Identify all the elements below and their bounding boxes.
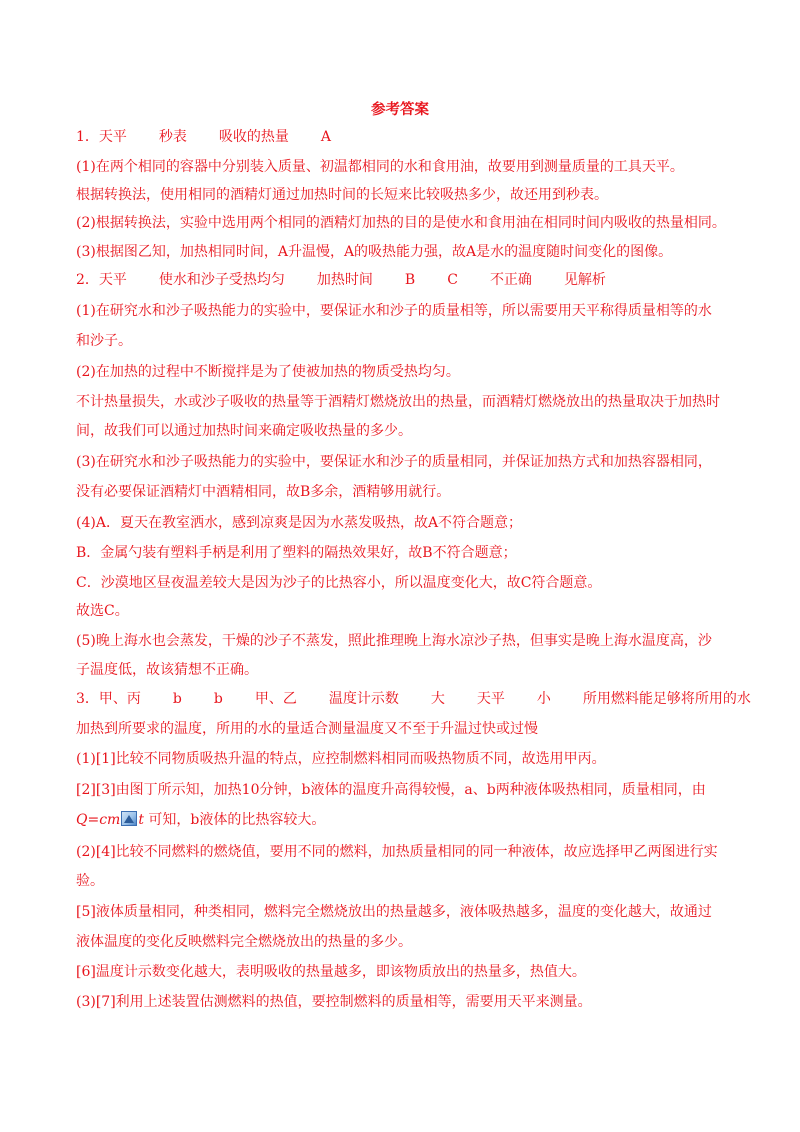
q3-answer-7: 天平 [476, 691, 505, 707]
q3-answer-1: 3．甲、丙 [76, 691, 141, 707]
q3-explanation-3: (2)[4]比较不同燃料的燃烧值，要用不同的燃料，加热质量相同的同一种液体，故应选择甲乙两图进行实 [76, 844, 718, 860]
q2-explanation-13: 子温度低，故该猜想不正确。 [76, 662, 258, 678]
formula-rest: 可知，b液体的比热容较大。 [143, 812, 326, 828]
q3-answer-5: 温度计示数 [328, 691, 399, 707]
q1-explanation-1: (1)在两个相同的容器中分别装入质量、初温都相同的水和食用油，故要用到测量质量的工具天平。 [76, 159, 684, 175]
q3-formula-line [76, 811, 726, 829]
q3-answer-2: b [172, 691, 182, 707]
q1-answer-4: A [320, 129, 332, 145]
q2-explanation-2: 和沙子。 [76, 333, 132, 349]
q2-explanation-9: B．金属勺装有塑料手柄是利用了塑料的隔热效果好，故B不符合题意； [76, 545, 517, 561]
q1-explanation-3: (2)根据转换法，实验中选用两个相同的酒精灯加热的目的是使水和食用油在相同时间内吸收的热量相同。 [76, 215, 726, 231]
formula-q: Q [76, 812, 88, 828]
q3-explanation-5: [5]液体质量相同，种类相同，燃料完全燃烧放出的热量越多，液体吸热越多，温度的变化越大，故通过 [76, 904, 712, 920]
q2-explanation-8: (4)A．夏天在教室洒水，感到凉爽是因为水蒸发吸热，故A不符合题意； [76, 515, 523, 531]
q3-explanation-2: [2][3]由图丁所示知，加热10分钟，b液体的温度升高得较慢，a、b两种液体吸热相同，质量相同，由 [76, 782, 706, 798]
q2-answer-7: 见解析 [563, 272, 606, 288]
q3-explanation-7: [6]温度计示数变化越大，表明吸收的热量越多，即该物质放出的热量多，热值大。 [76, 964, 586, 980]
q3-explanation-8: (3)[7]利用上述装置估测燃料的热值，要控制燃料的质量相等，需要用天平来测量。 [76, 994, 592, 1010]
q1-answer-1: 1．天平 [76, 129, 127, 145]
q2-answer-line [76, 271, 726, 289]
q2-answer-3: 加热时间 [316, 272, 373, 288]
q2-explanation-12: (5)晚上海水也会蒸发，干燥的沙子不蒸发，照此推理晚上海水凉沙子热，但事实是晚上海水温度高，沙 [76, 633, 712, 649]
q3-answer-9: 所用燃料能足够将所用的水 [582, 691, 751, 707]
q2-explanation-10: C．沙漠地区昼夜温差较大是因为沙子的比热容小，所以温度变化大，故C符合题意。 [76, 575, 602, 591]
q2-explanation-1: (1)在研究水和沙子吸热能力的实验中，要保证水和沙子的质量相等，所以需要用天平称得质量相等的水 [76, 303, 712, 319]
delta-image-icon [121, 811, 137, 826]
q2-answer-2: 使水和沙子受热均匀 [158, 272, 285, 288]
formula-t: t [138, 812, 144, 828]
q3-explanation-4: 验。 [76, 873, 104, 889]
q2-explanation-11: 故选C。 [76, 603, 129, 619]
q2-answer-5: C [447, 272, 458, 288]
q3-answer-6: 大 [430, 691, 445, 707]
q2-answer-6: 不正确 [489, 272, 532, 288]
q1-answer-2: 秒表 [158, 129, 187, 145]
q3-explanation-6: 液体温度的变化反映燃料完全燃烧放出的热量的多少。 [76, 934, 412, 950]
q3-answer-continued: 加热到所要求的温度，所用的水的量适合测量温度又不至于升温过快或过慢 [76, 721, 538, 737]
q2-answer-1: 2．天平 [76, 272, 127, 288]
q2-explanation-5: 间，故我们可以通过加热时间来确定吸收热量的多少。 [76, 423, 412, 439]
q2-explanation-3: (2)在加热的过程中不断搅拌是为了使被加热的物质受热均匀。 [76, 364, 460, 380]
q3-answer-line [76, 690, 751, 708]
q1-answer-3: 吸收的热量 [218, 129, 289, 145]
q2-explanation-7: 没有必要保证酒精灯中酒精相同，故B多余，酒精够用就行。 [76, 484, 451, 500]
formula-eq: =cm [87, 812, 121, 828]
q3-answer-8: 小 [536, 691, 551, 707]
q1-answer-line [76, 128, 726, 146]
q2-explanation-4: 不计热量损失，水或沙子吸收的热量等于酒精灯燃烧放出的热量，而酒精灯燃烧放出的热量取决于加热时 [76, 394, 720, 410]
q1-explanation-2: 根据转换法，使用相同的酒精灯通过加热时间的长短来比较吸热多少，故还用到秒表。 [76, 187, 608, 203]
q3-explanation-1: (1)[1]比较不同物质吸热升温的特点，应控制燃料相同而吸热物质不同，故选用甲丙。 [76, 751, 606, 767]
q2-explanation-6: (3)在研究水和沙子吸热能力的实验中，要保证水和沙子的质量相同，并保证加热方式和加热容器相同， [76, 454, 712, 470]
q3-answer-3: b [213, 691, 223, 707]
q3-answer-4: 甲、乙 [254, 691, 297, 707]
q2-answer-4: B [404, 272, 416, 288]
q1-explanation-4: (3)根据图乙知，加热相同时间，A升温慢，A的吸热能力强，故A是水的温度随时间变化的图像。 [76, 244, 673, 260]
page-title: 参考答案 [371, 101, 429, 118]
